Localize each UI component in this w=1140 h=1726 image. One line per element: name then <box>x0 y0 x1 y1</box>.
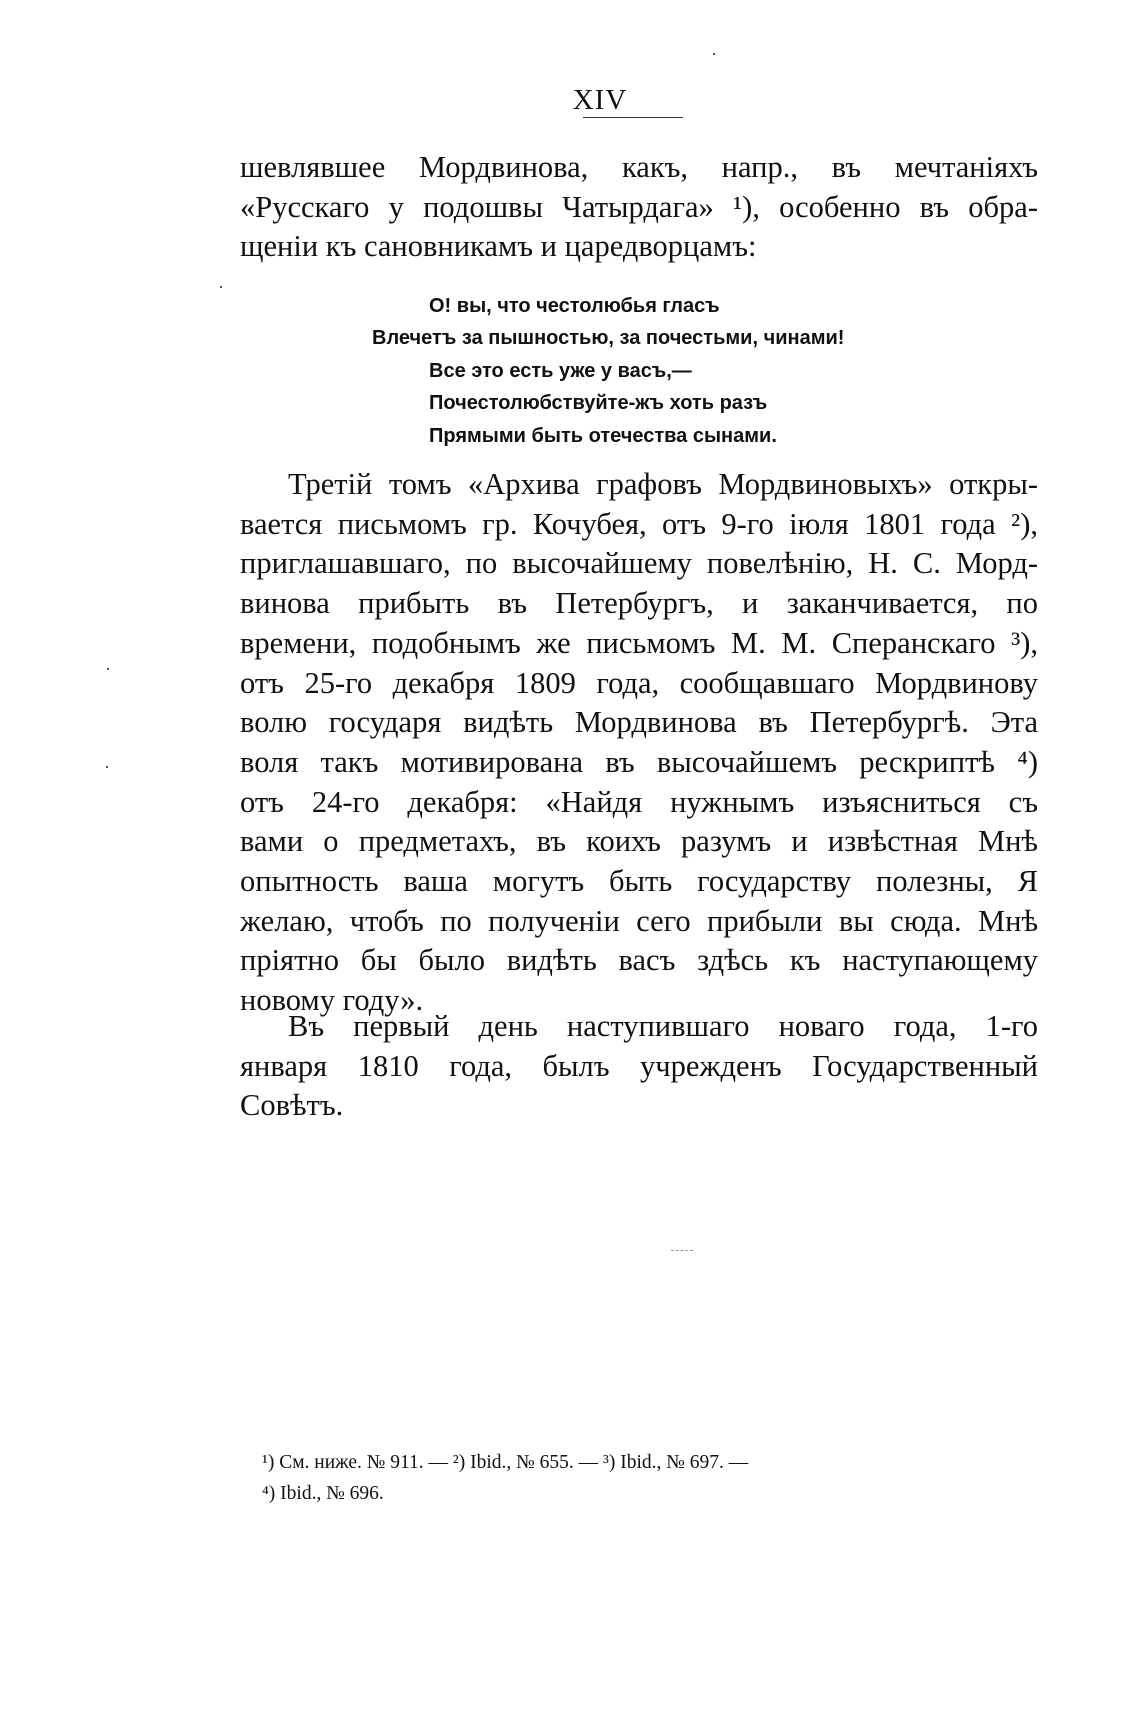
mid-page-rule <box>671 1250 693 1251</box>
paragraph-line: воля такъ мотивирована въ высочайшемъ рескриптѣ ⁴) <box>240 744 1038 779</box>
paragraph-line: января 1810 года, былъ учрежденъ Государственный <box>240 1048 1038 1083</box>
scan-speck <box>107 668 109 670</box>
page-number-rule <box>583 117 683 118</box>
scan-speck <box>220 286 222 288</box>
paragraph-1 <box>240 148 1038 267</box>
paragraph-line: желаю, чтобъ по полученiи сего прибыли вы сюда. Мнѣ <box>240 903 1038 938</box>
paragraph-line: винова прибыть въ Петербургъ, и заканчивается, по <box>240 586 1038 621</box>
paragraph-2 <box>240 465 1038 1021</box>
footnotes <box>262 1447 1042 1509</box>
paragraph-line: вается письмомъ гр. Кочубея, отъ 9-го iюля 1801 года ²), <box>240 506 1038 541</box>
poem-verse: Прямыми быть отечества сынами. <box>429 424 777 447</box>
paragraph-line: приглашавшаго, по высочайшему повелѣнiю, Н. С. Морд- <box>240 546 1038 581</box>
paragraph-3 <box>240 1007 1038 1126</box>
poem-verse: Все это есть уже у васъ,— <box>429 359 692 382</box>
paragraph-line: волю государя видѣть Мордвинова въ Петербургѣ. Эта <box>240 705 1038 740</box>
paragraph-line: опытность ваша могутъ быть государству полезны, Я <box>240 864 1038 899</box>
paragraph-line: «Русскаго у подошвы Чатырдага» ¹), особенно въ обра- <box>240 189 1038 224</box>
paragraph-line: новому году». <box>240 983 424 1018</box>
footnote-line: ¹) См. ниже. № 911. — ²) Ibid., № 655. — ³) Ibid., № 697. — <box>262 1452 749 1473</box>
poem <box>372 290 972 452</box>
poem-verse: Почестолюбствуйте-жъ хоть разъ <box>429 392 768 415</box>
paragraph-line: Въ первый день наступившаго новаго года, 1-го <box>288 1009 1038 1043</box>
scan-speck <box>713 53 715 55</box>
paragraph-line: прiятно бы было видѣть васъ здѣсь къ наступающему <box>240 943 1038 978</box>
paragraph-line: Третiй томъ «Архива графовъ Мордвиновыхъ» откры- <box>288 467 1038 501</box>
paragraph-line: отъ 25-го декабря 1809 года, сообщавшаго Мордвинову <box>240 665 1038 700</box>
page-number: XIV <box>572 84 628 116</box>
footnote-line: ⁴) Ibid., № 696. <box>262 1483 384 1504</box>
paragraph-line: времени, подобнымъ же письмомъ М. М. Сперанскаго ³), <box>240 625 1038 660</box>
paragraph-line: отъ 24-го декабря: «Найдя нужнымъ изъясниться съ <box>240 784 1038 819</box>
scan-speck <box>106 766 108 768</box>
poem-verse: О! вы, что честолюбья гласъ <box>429 295 720 317</box>
paragraph-line: вами о предметахъ, въ коихъ разумъ и извѣстная Мнѣ <box>240 824 1038 859</box>
paragraph-line: щенiи къ сановникамъ и царедворцамъ: <box>240 229 757 264</box>
paragraph-line: шевлявшее Мордвинова, какъ, напр., въ мечтанiяхъ <box>240 150 1038 184</box>
poem-verse: Влечетъ за пышностью, за почестьми, чинами! <box>372 327 845 350</box>
paragraph-line: Совѣтъ. <box>240 1088 344 1123</box>
